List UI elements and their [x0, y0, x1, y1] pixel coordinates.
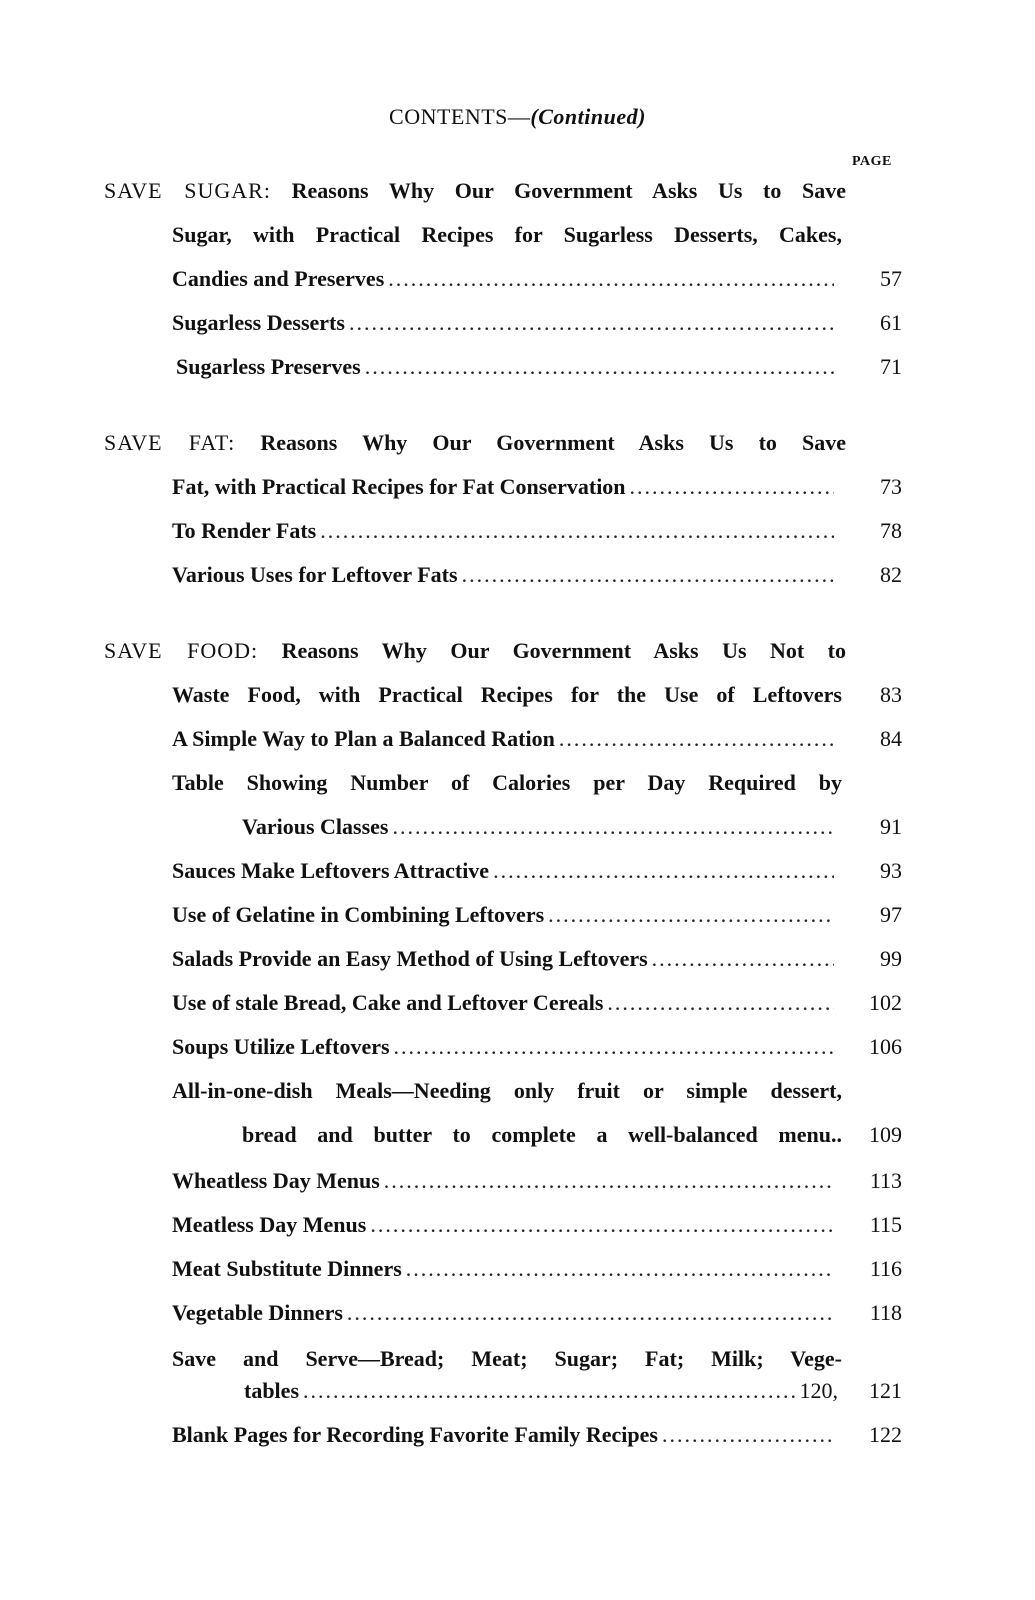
dot-leader [320, 518, 834, 544]
section-text: Reasons Why Our Government Asks Us to Save [291, 178, 847, 203]
toc-entry [242, 814, 838, 840]
entry-title: Wheatless Day Menus [172, 1168, 380, 1193]
toc-entry [176, 354, 838, 380]
dot-leader [406, 1256, 834, 1282]
toc-entry [172, 1300, 838, 1326]
toc-entry [172, 1168, 838, 1194]
page-number: 106 [869, 1034, 902, 1059]
entry-title: Various Uses for Leftover Fats [172, 562, 458, 587]
dot-leader [384, 1168, 834, 1194]
inline-page-number: 120, [799, 1378, 838, 1403]
toc-entry [172, 858, 838, 884]
page-number: 102 [869, 990, 902, 1015]
page-number: 83 [880, 682, 902, 707]
entry-title: Save and Serve—Bread; Meat; Sugar; Fat; Milk; Vege- [172, 1346, 842, 1371]
toc-entry [172, 726, 838, 752]
page-number: 57 [880, 266, 902, 291]
entry-title: Fat, with Practical Recipes for Fat Conservation [172, 474, 626, 499]
entry-title: tables [244, 1378, 299, 1403]
section-text: Reasons Why Our Government Asks Us Not to [281, 638, 847, 663]
dot-leader [393, 814, 835, 840]
toc-entry [172, 1346, 842, 1372]
toc-entry [172, 562, 838, 588]
section-text: Reasons Why Our Government Asks Us to Save [260, 430, 846, 455]
entry-title: Sauces Make Leftovers Attractive [172, 858, 490, 883]
page-title [0, 104, 1035, 130]
page-number: 93 [880, 858, 902, 883]
entry-title: Salads Provide an Easy Method of Using Leftovers [172, 946, 648, 971]
title-continued: (Continued) [530, 104, 646, 129]
page-number: 115 [869, 1212, 902, 1237]
page-number: 97 [880, 902, 902, 927]
toc-entry [242, 1122, 842, 1148]
dot-leader [388, 266, 834, 292]
dot-leader [303, 1378, 796, 1404]
dot-leader [370, 1212, 834, 1238]
dot-leader [462, 562, 834, 588]
dot-leader [630, 474, 834, 500]
entry-title: A Simple Way to Plan a Balanced Ration [172, 726, 555, 751]
toc-entry [172, 1078, 842, 1104]
dot-leader [347, 1300, 834, 1326]
toc-entry [172, 1034, 838, 1060]
section-text-line: Waste Food, with Practical Recipes for the Use of Leftovers [172, 682, 842, 707]
toc-entry [172, 518, 838, 544]
section-lead: SAVE FAT: [104, 430, 236, 455]
toc-entry [172, 266, 838, 292]
page-number: 84 [880, 726, 902, 751]
section-heading-food [104, 638, 846, 664]
toc-entry [172, 1422, 838, 1448]
page-number: 71 [880, 354, 902, 379]
entry-title: All-in-one-dish Meals—Needing only fruit or simple dessert, [172, 1078, 842, 1103]
entry-title: Use of Gelatine in Combining Leftovers [172, 902, 545, 927]
toc-entry [244, 1378, 838, 1404]
entry-title: Meat Substitute Dinners [172, 1256, 402, 1281]
toc-entry [172, 770, 842, 796]
page-number: 109 [869, 1122, 902, 1147]
page-number: 91 [880, 814, 902, 839]
entry-title: Candies and Preserves [172, 266, 385, 291]
entry-title: Use of stale Bread, Cake and Leftover Cereals [172, 990, 604, 1015]
page-number: 78 [880, 518, 902, 543]
toc-entry [172, 990, 838, 1016]
page-number: 118 [869, 1300, 902, 1325]
section-text-line: Sugar, with Practical Recipes for Sugarless Desserts, Cakes, [172, 222, 842, 247]
toc-entry [172, 946, 838, 972]
page-number: 73 [880, 474, 902, 499]
dot-leader [349, 310, 834, 336]
toc-entry [172, 310, 838, 336]
page-number: 121 [869, 1378, 902, 1403]
title-text: CONTENTS— [389, 104, 531, 129]
toc-entry [172, 474, 838, 500]
entry-title: Sugarless Desserts [172, 310, 345, 335]
section-lead: SAVE FOOD: [104, 638, 259, 663]
dot-leader [559, 726, 834, 752]
page-number: 99 [880, 946, 902, 971]
dot-leader [548, 902, 834, 928]
dot-leader [394, 1034, 834, 1060]
toc-entry [172, 1212, 838, 1238]
entry-title: Sugarless Preserves [176, 354, 361, 379]
dot-leader [365, 354, 834, 380]
entry-title: Meatless Day Menus [172, 1212, 367, 1237]
page-number: 122 [869, 1422, 902, 1447]
section-lead: SAVE SUGAR: [104, 178, 271, 203]
page-number: 61 [880, 310, 902, 335]
dot-leader [493, 858, 834, 884]
page-number: 82 [880, 562, 902, 587]
page-number: 116 [869, 1256, 902, 1281]
page-column-label: PAGE [852, 154, 892, 169]
section-heading-fat [104, 430, 846, 456]
toc-entry [172, 902, 838, 928]
page-number: 113 [869, 1168, 902, 1193]
entry-title: Various Classes [242, 814, 389, 839]
section-heading-sugar [104, 178, 846, 204]
dot-leader [662, 1422, 834, 1448]
entry-title: bread and butter to complete a well-balanced menu.. [242, 1122, 842, 1147]
toc-entry [172, 1256, 838, 1282]
entry-title: Table Showing Number of Calories per Day Required by [172, 770, 842, 795]
entry-title: Vegetable Dinners [172, 1300, 343, 1325]
entry-title: To Render Fats [172, 518, 317, 543]
dot-leader [607, 990, 834, 1016]
entry-title: Blank Pages for Recording Favorite Family Recipes [172, 1422, 658, 1447]
dot-leader [652, 946, 834, 972]
entry-title: Soups Utilize Leftovers [172, 1034, 390, 1059]
